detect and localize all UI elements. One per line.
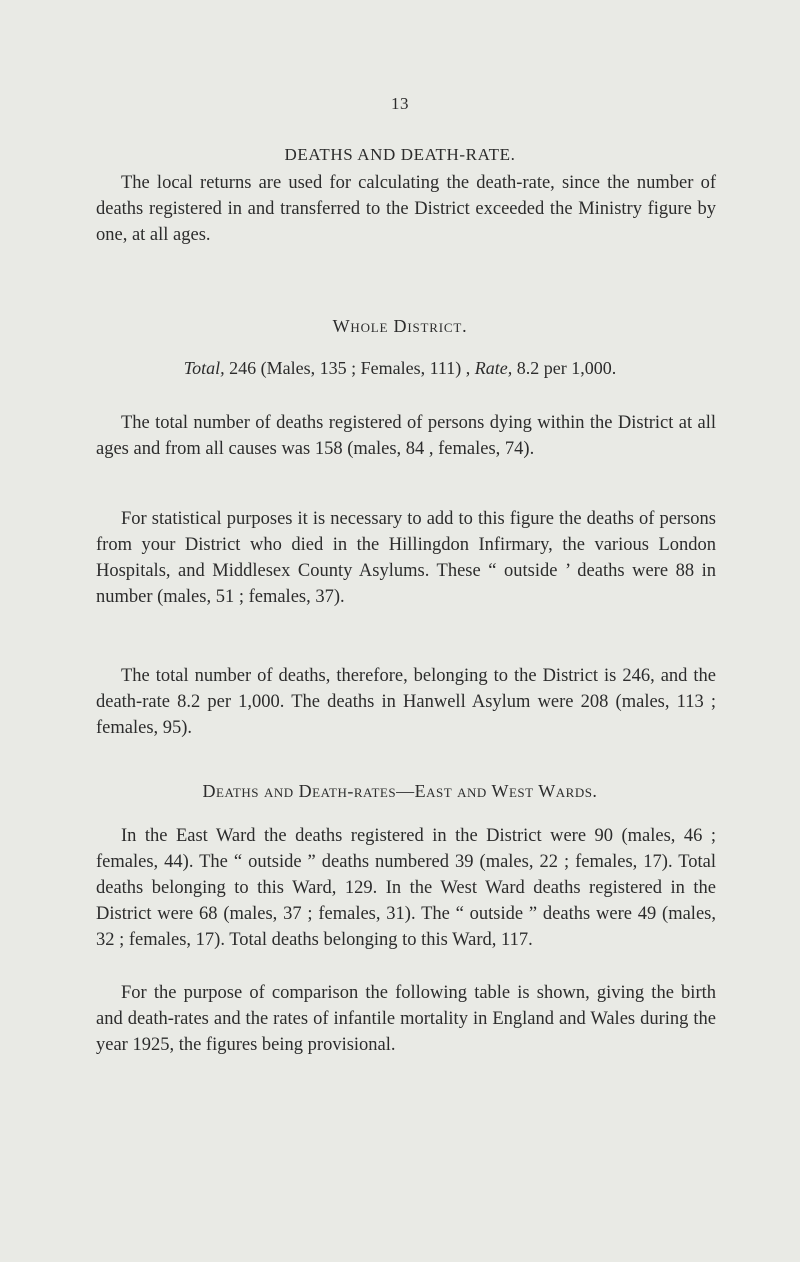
total-label: Total, — [183, 358, 225, 378]
statistical-purposes-paragraph: For statistical purposes it is necessary to add to this figure the deaths of persons from your District who died in the Hillingdon Infirmary, the various London Hospitals, and Middlesex County Asylums. These “ outside ’ deaths were 88 in number (males, 51 ; females, 37). — [96, 509, 716, 607]
rate-label: Rate, — [474, 358, 513, 378]
page-title: DEATHS AND DEATH-RATE. — [284, 145, 516, 164]
wards-paragraph: In the East Ward the deaths registered in the District were 90 (males, 46 ; females, 44). The “ outside ” deaths numbered 39 (males, 22 ; females, 17). Total deaths belonging to this Ward, 129. In the West Ward deaths registered in the District were 68 (males, 37 ; females, 31). The “ outside ” deaths were 49 (males, 32 ; females, 17). Total deaths belonging to this Ward, 117. — [96, 826, 716, 950]
deaths-belonging-paragraph: The total number of deaths, therefore, belonging to the District is 246, and the death-rate 8.2 per 1,000. The deaths in Hanwell Asylum were 208 (males, 113 ; females, 95). — [96, 666, 716, 738]
total-deaths-paragraph: The total number of deaths registered of persons dying within the District at all ages and from all causes was 158 (males, 84 , females, 74). — [96, 413, 716, 459]
intro-paragraph: The local returns are used for calculating the death-rate, since the number of deaths registered in and transferred to the District exceeded the Ministry figure by one, at all ages. — [96, 173, 716, 245]
page-number: 13 — [391, 94, 409, 113]
section-heading-whole-district: Whole District. — [332, 316, 468, 336]
total-value: 246 (Males, 135 ; Females, 111) , — [224, 358, 475, 378]
rate-value: 8.2 per 1,000. — [512, 358, 617, 378]
section-heading-wards: Deaths and Death-rates—East and West Wards. — [202, 781, 598, 801]
total-rate-line — [0, 358, 800, 379]
comparison-paragraph: For the purpose of comparison the following table is shown, giving the birth and death-rates and the rates of infantile mortality in England and Wales during the year 1925, the figures being provisional. — [96, 983, 716, 1055]
